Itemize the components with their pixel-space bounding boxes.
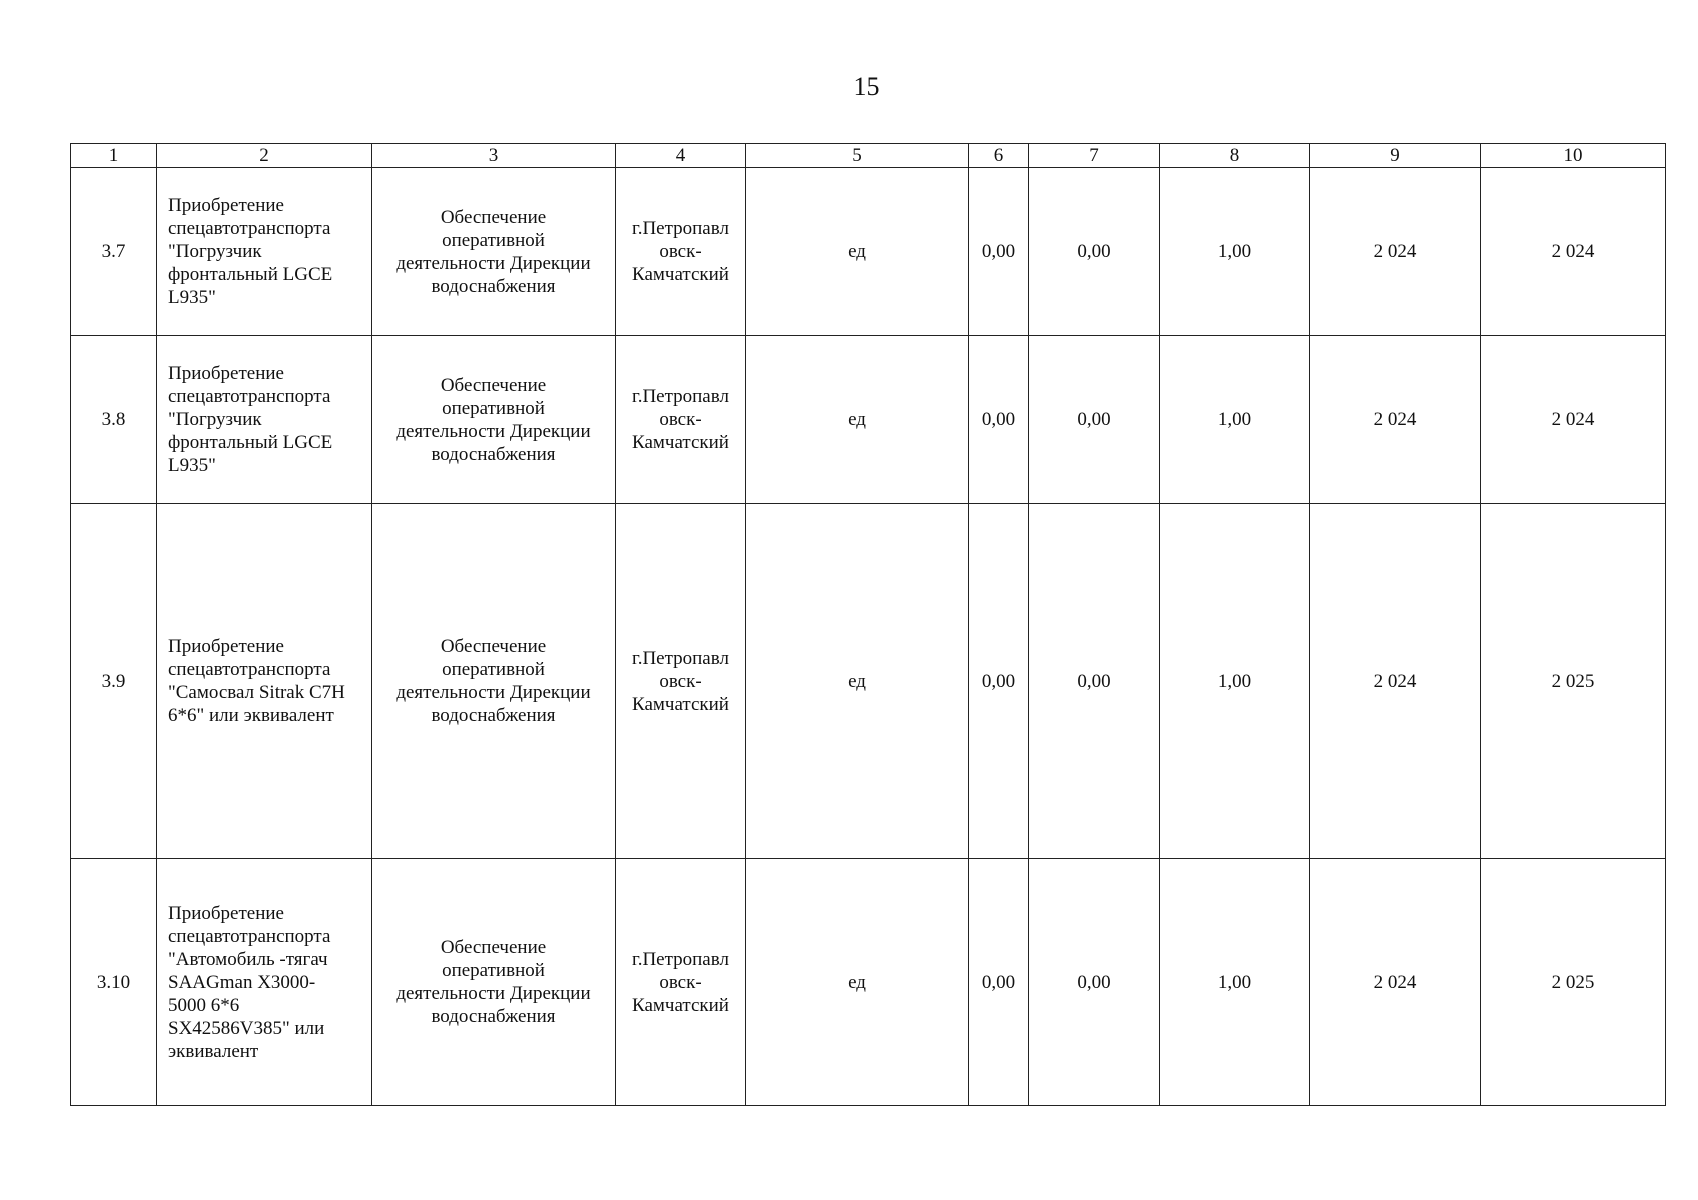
year-end-cell: 2 025 bbox=[1481, 504, 1666, 859]
unit-cell: ед bbox=[746, 504, 969, 859]
purpose-text: Обеспечение оперативной деятельности Дирекции водоснабжения bbox=[396, 374, 591, 465]
item-name-cell bbox=[157, 168, 372, 336]
year-end-cell: 2 024 bbox=[1481, 168, 1666, 336]
header-cell-3: 3 bbox=[372, 144, 616, 168]
location-text: г.Петропавл овск- Камчатский bbox=[632, 948, 729, 1016]
purpose-cell bbox=[372, 504, 616, 859]
header-cell-6: 6 bbox=[969, 144, 1029, 168]
header-row bbox=[71, 144, 1666, 168]
unit-cell: ед bbox=[746, 168, 969, 336]
year-end-cell: 2 025 bbox=[1481, 859, 1666, 1106]
header-cell-1: 1 bbox=[71, 144, 157, 168]
header-cell-10: 10 bbox=[1481, 144, 1666, 168]
value-cell-6: 0,00 bbox=[969, 168, 1029, 336]
row-number-cell: 3.9 bbox=[71, 504, 157, 859]
item-name-text: Приобретение спецавтотранспорта "Автомобиль -тягач SAAGman X3000- 5000 6*6 SX42586V385" или эквивалент bbox=[168, 902, 331, 1062]
value-cell-6: 0,00 bbox=[969, 504, 1029, 859]
header-cell-2: 2 bbox=[157, 144, 372, 168]
purpose-cell bbox=[372, 168, 616, 336]
purpose-cell bbox=[372, 336, 616, 504]
location-cell bbox=[616, 504, 746, 859]
item-name-cell bbox=[157, 859, 372, 1106]
table-row bbox=[71, 859, 1666, 1106]
row-number-cell: 3.7 bbox=[71, 168, 157, 336]
unit-cell: ед bbox=[746, 336, 969, 504]
year-start-cell: 2 024 bbox=[1310, 504, 1481, 859]
purpose-text: Обеспечение оперативной деятельности Дирекции водоснабжения bbox=[396, 206, 591, 297]
item-name-cell bbox=[157, 336, 372, 504]
value-cell-8: 1,00 bbox=[1160, 168, 1310, 336]
header-cell-7: 7 bbox=[1029, 144, 1160, 168]
location-text: г.Петропавл овск- Камчатский bbox=[632, 647, 729, 715]
value-cell-8: 1,00 bbox=[1160, 504, 1310, 859]
header-cell-8: 8 bbox=[1160, 144, 1310, 168]
table-row bbox=[71, 168, 1666, 336]
data-table bbox=[70, 143, 1666, 1106]
location-cell bbox=[616, 336, 746, 504]
year-start-cell: 2 024 bbox=[1310, 336, 1481, 504]
value-cell-6: 0,00 bbox=[969, 336, 1029, 504]
year-end-cell: 2 024 bbox=[1481, 336, 1666, 504]
value-cell-6: 0,00 bbox=[969, 859, 1029, 1106]
value-cell-8: 1,00 bbox=[1160, 336, 1310, 504]
value-cell-7: 0,00 bbox=[1029, 168, 1160, 336]
header-cell-5: 5 bbox=[746, 144, 969, 168]
location-text: г.Петропавл овск- Камчатский bbox=[632, 386, 729, 453]
page-number: 15 bbox=[853, 72, 880, 101]
unit-cell: ед bbox=[746, 859, 969, 1106]
purpose-cell bbox=[372, 859, 616, 1106]
location-cell bbox=[616, 859, 746, 1106]
item-name-text: Приобретение спецавтотранспорта "Погрузчик фронтальный LGCE L935" bbox=[168, 363, 333, 476]
item-name-cell bbox=[157, 504, 372, 859]
location-cell bbox=[616, 168, 746, 336]
value-cell-7: 0,00 bbox=[1029, 859, 1160, 1106]
purpose-text: Обеспечение оперативной деятельности Дирекции водоснабжения bbox=[396, 636, 591, 726]
value-cell-7: 0,00 bbox=[1029, 504, 1160, 859]
location-text: г.Петропавл овск- Камчатский bbox=[632, 218, 729, 285]
row-number-cell: 3.10 bbox=[71, 859, 157, 1106]
table-row bbox=[71, 336, 1666, 504]
year-start-cell: 2 024 bbox=[1310, 859, 1481, 1106]
row-number-cell: 3.8 bbox=[71, 336, 157, 504]
header-cell-4: 4 bbox=[616, 144, 746, 168]
item-name-text: Приобретение спецавтотранспорта "Самосвал Sitrak C7H 6*6" или эквивалент bbox=[168, 636, 345, 726]
year-start-cell: 2 024 bbox=[1310, 168, 1481, 336]
table-row bbox=[71, 504, 1666, 859]
value-cell-8: 1,00 bbox=[1160, 859, 1310, 1106]
item-name-text: Приобретение спецавтотранспорта "Погрузчик фронтальный LGCE L935" bbox=[168, 195, 333, 308]
value-cell-7: 0,00 bbox=[1029, 336, 1160, 504]
purpose-text: Обеспечение оперативной деятельности Дирекции водоснабжения bbox=[396, 937, 591, 1027]
header-cell-9: 9 bbox=[1310, 144, 1481, 168]
